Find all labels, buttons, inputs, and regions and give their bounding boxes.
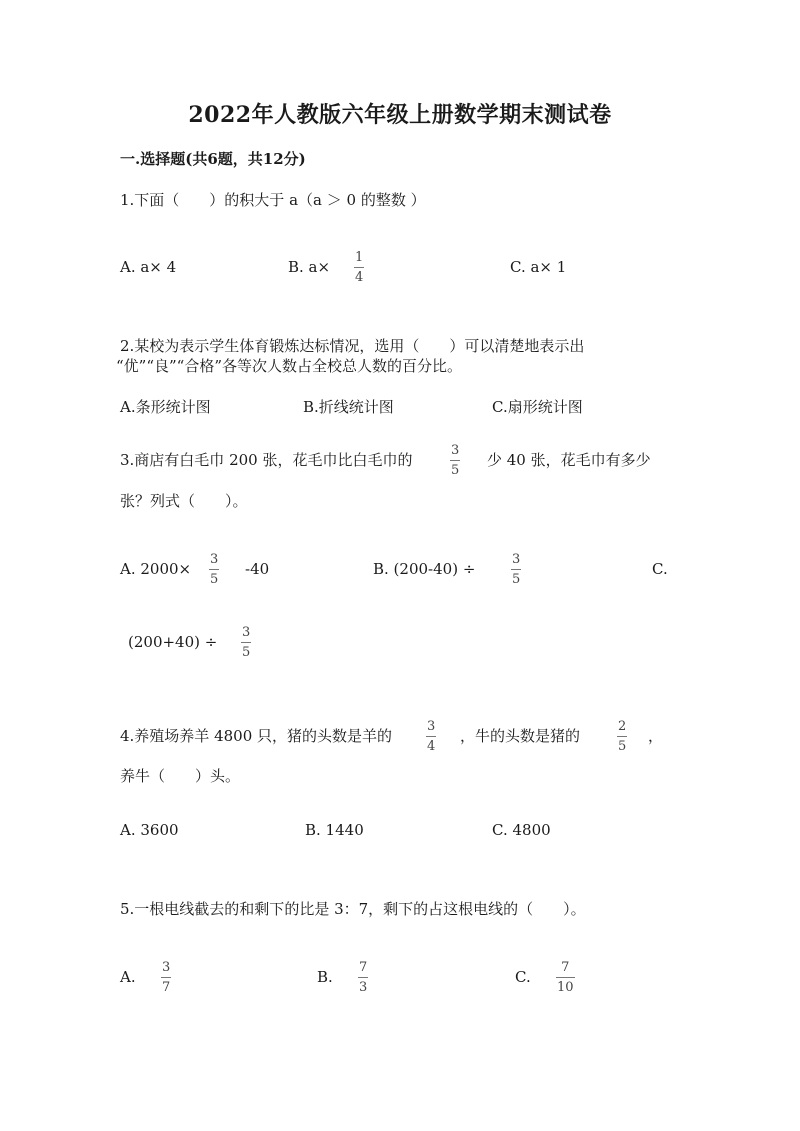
numerator: 1 xyxy=(355,250,364,265)
denominator: 5 xyxy=(451,463,460,478)
q4-fraction-2 xyxy=(617,719,627,754)
q5-option-c-fraction xyxy=(556,960,575,995)
denominator: 5 xyxy=(210,572,219,587)
q3-option-a-fraction xyxy=(209,552,219,587)
numerator: 3 xyxy=(242,625,251,640)
q3-option-a: A. 2000× xyxy=(120,560,192,578)
q1-option-a: A. a× 4 xyxy=(120,258,177,276)
question-3-stem-line1a: 3.商店有白毛巾 200 张，花毛巾比白毛巾的 xyxy=(120,451,413,469)
denominator: 5 xyxy=(242,645,251,660)
question-2-stem-line2: “优”“良”“合格”各等次人数占全校总人数的百分比。 xyxy=(116,357,463,375)
numerator: 3 xyxy=(512,552,521,567)
numerator: 7 xyxy=(561,960,570,975)
question-4-stem-line1b: ，牛的头数是猪的 xyxy=(460,727,581,745)
q2-option-a: A.条形统计图 xyxy=(120,398,211,416)
question-4-stem-line1a: 4.养殖场养羊 4800 只，猪的头数是羊的 xyxy=(120,727,393,745)
numerator: 3 xyxy=(162,960,171,975)
denominator: 3 xyxy=(359,980,368,995)
q3-option-a-tail: -40 xyxy=(245,560,270,578)
q4-option-a: A. 3600 xyxy=(120,821,179,839)
denominator: 4 xyxy=(427,739,436,754)
q3-option-b: B. (200-40) ÷ xyxy=(373,560,476,578)
q3-option-c-fraction xyxy=(241,625,251,660)
q4-fraction-1 xyxy=(426,719,436,754)
denominator: 10 xyxy=(557,980,574,995)
q4-option-b: B. 1440 xyxy=(305,821,364,839)
q5-option-a-fraction xyxy=(161,960,171,995)
question-4-stem-line2: 养牛（ ）头。 xyxy=(120,767,241,785)
q5-option-a: A. xyxy=(120,968,136,986)
numerator: 3 xyxy=(210,552,219,567)
numerator: 7 xyxy=(359,960,368,975)
question-5-stem: 5.一根电线截去的和剩下的比是 3：7，剩下的占这根电线的（ ）。 xyxy=(120,900,586,918)
q5-option-b: B. xyxy=(317,968,333,986)
page-title: 2022年人教版六年级上册数学期末测试卷 xyxy=(188,102,612,128)
q2-option-b: B.折线统计图 xyxy=(303,398,394,416)
q1-option-b: B. a× xyxy=(288,258,331,276)
question-3-stem-line2: 张？列式（ ）。 xyxy=(120,492,248,510)
q2-option-c: C.扇形统计图 xyxy=(492,398,583,416)
q5-option-c: C. xyxy=(515,968,531,986)
numerator: 2 xyxy=(618,719,627,734)
denominator: 5 xyxy=(512,572,521,587)
q1-option-c: C. a× 1 xyxy=(510,258,567,276)
denominator: 7 xyxy=(162,980,171,995)
question-1-stem: 1.下面（ ）的积大于 a（a ＞ 0 的整数 ） xyxy=(120,191,426,209)
numerator: 3 xyxy=(451,443,460,458)
numerator: 3 xyxy=(427,719,436,734)
question-4-stem-line1c: ， xyxy=(648,727,664,745)
q1-option-b-fraction xyxy=(354,250,364,285)
q5-option-b-fraction xyxy=(358,960,368,995)
q3-stem-fraction xyxy=(450,443,460,478)
section-heading: 一.选择题(共6题，共12分) xyxy=(120,150,306,168)
denominator: 5 xyxy=(618,739,627,754)
question-2-stem-line1: 2.某校为表示学生体育锻炼达标情况，选用（ ）可以清楚地表示出 xyxy=(120,337,585,355)
denominator: 4 xyxy=(355,270,364,285)
question-3-stem-line1b: 少 40 张，花毛巾有多少 xyxy=(487,451,651,469)
q3-option-c: C. xyxy=(652,560,668,578)
q4-option-c: C. 4800 xyxy=(492,821,551,839)
q3-option-c-expression: (200+40) ÷ xyxy=(128,633,218,651)
q3-option-b-fraction xyxy=(511,552,521,587)
